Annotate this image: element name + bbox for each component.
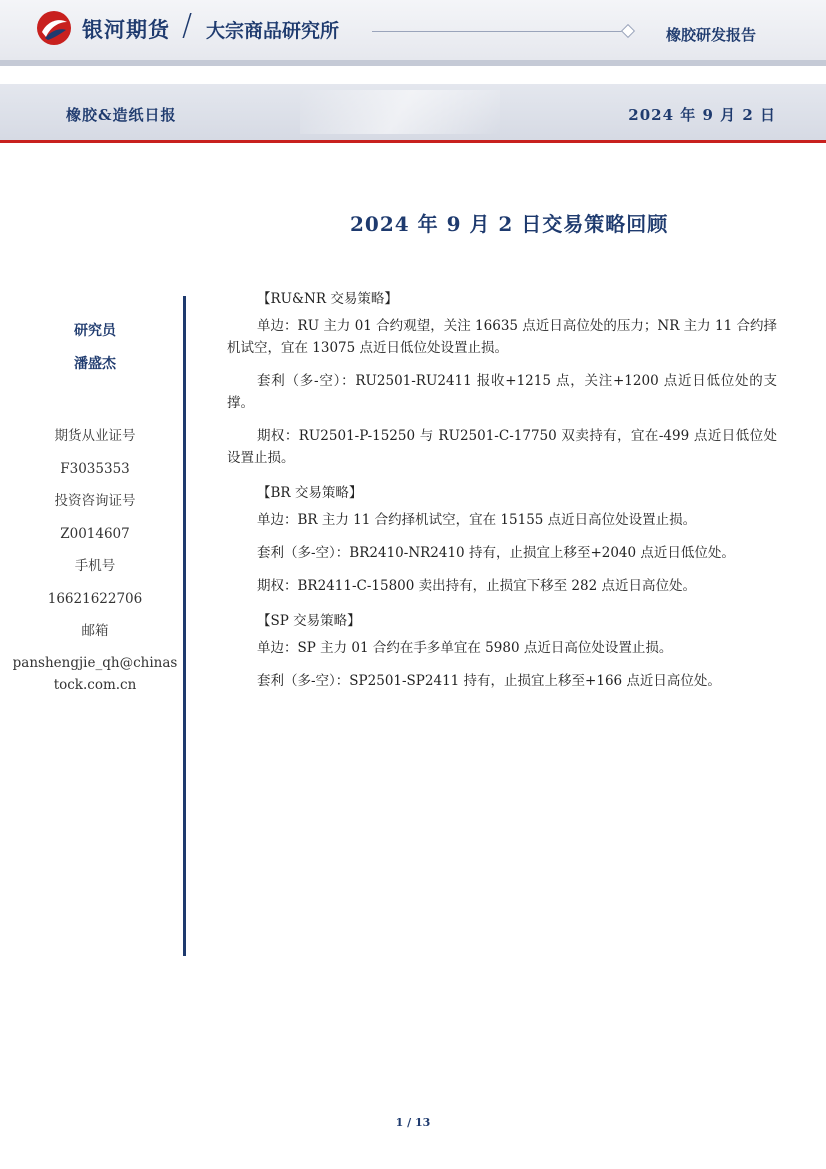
strategy-content	[227, 286, 777, 703]
section-heading-br: 【BR 交易策略】	[257, 485, 363, 501]
sub-header	[0, 84, 826, 140]
page-number: 1 / 13	[395, 1116, 431, 1129]
brand-name: 银河期货	[82, 18, 170, 42]
advisory-cert-label: 投资咨询证号	[54, 493, 136, 509]
paragraph: 单边：RU 主力 01 合约观望，关注 16635 点近日高位处的压力；NR 主力 11 合约择机试空，宜在 13075 点近日低位处设置止损。	[227, 318, 777, 356]
paragraph: 单边：SP 主力 01 合约在手多单宜在 5980 点近日高位处设置止损。	[257, 640, 673, 656]
email-label: 邮箱	[81, 623, 109, 639]
page-title: 2024 年 9 月 2 日交易策略回顾	[350, 212, 669, 236]
analyst-sidebar	[0, 316, 190, 696]
analyst-role: 研究员	[74, 323, 116, 339]
section-heading-sp: 【SP 交易策略】	[257, 613, 361, 629]
paragraph: 期权：BR2411-C-15800 卖出持有，止损宜下移至 282 点近日高位处。	[257, 578, 696, 594]
decorative-fold	[300, 90, 500, 134]
futures-cert: F3035353	[60, 460, 130, 477]
paragraph: 套利（多-空）：BR2410-NR2410 持有，止损宜上移至+2040 点近日低位处。	[257, 545, 735, 561]
email-address[interactable]: panshengjie_qh@chinastock.com.cn	[12, 654, 178, 693]
decorative-line	[372, 31, 622, 32]
paragraph: 期权：RU2501-P-15250 与 RU2501-C-17750 双卖持有，宜在-499 点近日低位处设置止损。	[227, 428, 777, 466]
advisory-cert: Z0014607	[60, 525, 130, 542]
header-strip	[0, 60, 826, 66]
report-type: 橡胶研发报告	[665, 26, 756, 44]
red-divider	[0, 140, 826, 143]
institute-name: 大宗商品研究所	[206, 20, 340, 42]
paragraph: 套利（多-空）：RU2501-RU2411 报收+1215 点，关注+1200 点近日低位处的支撑。	[227, 373, 777, 411]
phone-number: 16621622706	[47, 590, 143, 607]
report-date: 2024 年 9 月 2 日	[628, 106, 776, 124]
analyst-name: 潘盛杰	[74, 356, 116, 372]
paragraph: 套利（多-空）：SP2501-SP2411 持有，止损宜上移至+166 点近日高位处。	[257, 673, 721, 689]
sidebar-divider	[183, 296, 186, 956]
daily-name: 橡胶&造纸日报	[66, 106, 177, 124]
galaxy-logo-icon	[36, 10, 72, 46]
top-header	[0, 0, 826, 60]
futures-cert-label: 期货从业证号	[54, 428, 136, 444]
diamond-icon	[621, 24, 635, 38]
section-heading-ru-nr: 【RU&NR 交易策略】	[257, 291, 398, 307]
paragraph: 单边：BR 主力 11 合约择机试空，宜在 15155 点近日高位处设置止损。	[257, 512, 697, 528]
phone-label: 手机号	[74, 558, 116, 574]
divider-slash: /	[182, 8, 193, 43]
